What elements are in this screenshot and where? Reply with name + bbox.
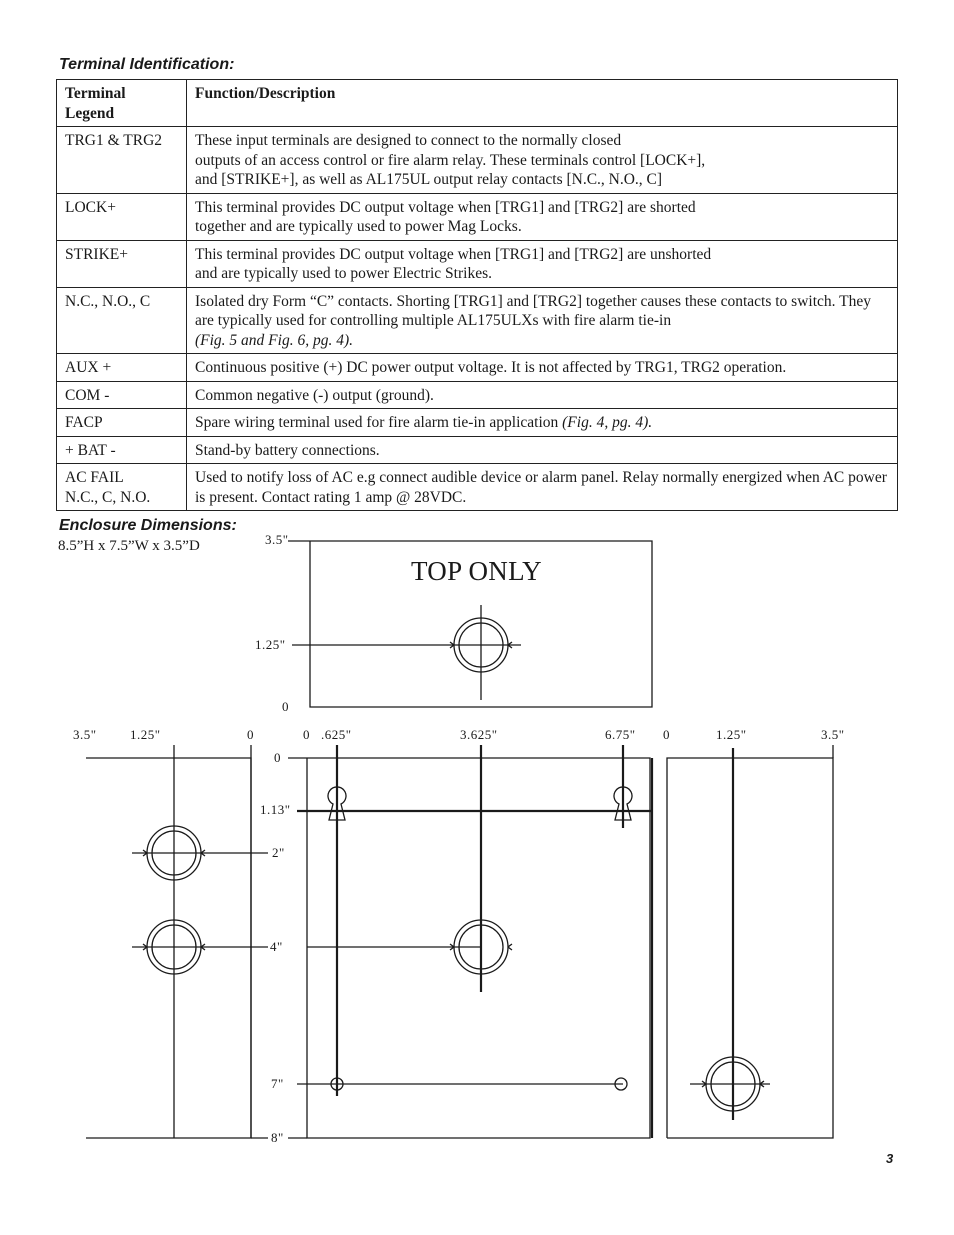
left-side-view-outline <box>86 758 251 1138</box>
top-dim-label: 1.25" <box>255 637 286 652</box>
terminal-legend-cell: STRIKE+ <box>57 240 187 287</box>
right-dim-label: 1.25" <box>716 727 747 742</box>
left-dim-label: 3.5" <box>73 727 97 742</box>
left-dim-label: 1.25" <box>130 727 161 742</box>
description-text: This terminal provides DC output voltage when [TRG1] and [TRG2] are shorted together and are typically used to power Mag Locks. <box>195 198 696 235</box>
vertical-dim-label: 4" <box>270 939 283 954</box>
section-heading-terminal-identification: Terminal Identification: <box>59 56 235 73</box>
terminal-legend-cell: FACP <box>57 409 187 437</box>
top-view-title: TOP ONLY <box>411 556 542 586</box>
figure-reference: (Fig. 4, pg. 4). <box>562 414 653 431</box>
page-number: 3 <box>886 1151 894 1166</box>
figure-reference: (Fig. 5 and Fig. 6, pg. 4). <box>195 331 353 349</box>
right-dim-label: 3.5" <box>821 727 845 742</box>
description-text: Common negative (-) output (ground). <box>195 386 434 404</box>
description-text: Stand-by battery connections. <box>195 441 380 459</box>
description-text: Continuous positive (+) DC power output voltage. It is not affected by TRG1, TRG2 operation. <box>195 359 787 376</box>
enclosure-size-text: 8.5”H x 7.5”W x 3.5”D <box>58 538 200 554</box>
description-text: These input terminals are designed to connect to the normally closed outputs of an access control or fire alarm relay. These terminals control [LOCK+], and [STRIKE+], as well as AL175UL output relay contacts [N.C., N.O., C] <box>195 132 706 188</box>
description-text: This terminal provides DC output voltage when [TRG1] and [TRG2] are unshorted and are typically used to power Electric Strikes. <box>195 245 712 282</box>
vertical-dim-label: 8" <box>271 1130 284 1145</box>
top-dim-label: 3.5" <box>265 532 289 547</box>
vertical-dim-label: 1.13" <box>260 802 291 817</box>
column-header-function-description: Function/Description <box>187 80 898 127</box>
terminal-legend-cell: TRG1 & TRG2 <box>57 127 187 194</box>
vertical-dim-label: 7" <box>271 1076 284 1091</box>
terminal-legend-cell: AUX + <box>57 354 187 382</box>
right-side-view-outline <box>667 758 833 1138</box>
description-text: Used to notify loss of AC e.g connect audible device or alarm panel. Relay normally energized when AC power is present. Contact rating 1 amp @ 28VDC. <box>195 469 887 506</box>
description-text: Isolated dry Form “C” contacts. Shorting [TRG1] and [TRG2] together causes these contacts to switch. They are typically used for controlling multiple AL175ULXs with fire alarm tie-in <box>195 292 871 329</box>
terminal-legend-cell: AC FAIL N.C., C, N.O. <box>57 464 187 511</box>
terminal-legend-cell: + BAT - <box>57 436 187 464</box>
left-dim-label: 0 <box>247 727 254 742</box>
top-dim-label: 0 <box>282 699 289 714</box>
front-dim-label: 3.625" <box>460 727 498 742</box>
front-dim-label: 6.75" <box>605 727 636 742</box>
vertical-dim-label: 2" <box>272 845 285 860</box>
terminal-legend-cell: N.C., N.O., C <box>57 287 187 354</box>
description-text: Spare wiring terminal used for fire alarm tie-in application <box>195 414 563 431</box>
terminal-legend-cell: COM - <box>57 381 187 409</box>
column-header-terminal-legend: Terminal Legend <box>57 80 187 127</box>
vertical-dim-label: 0 <box>274 750 281 765</box>
front-view-outline <box>307 758 650 1138</box>
right-dim-label: 0 <box>663 727 670 742</box>
front-dim-label: .625" <box>321 727 352 742</box>
terminal-legend-cell: LOCK+ <box>57 193 187 240</box>
front-dim-label: 0 <box>303 727 310 742</box>
section-heading-enclosure-dimensions: Enclosure Dimensions: <box>59 517 237 534</box>
